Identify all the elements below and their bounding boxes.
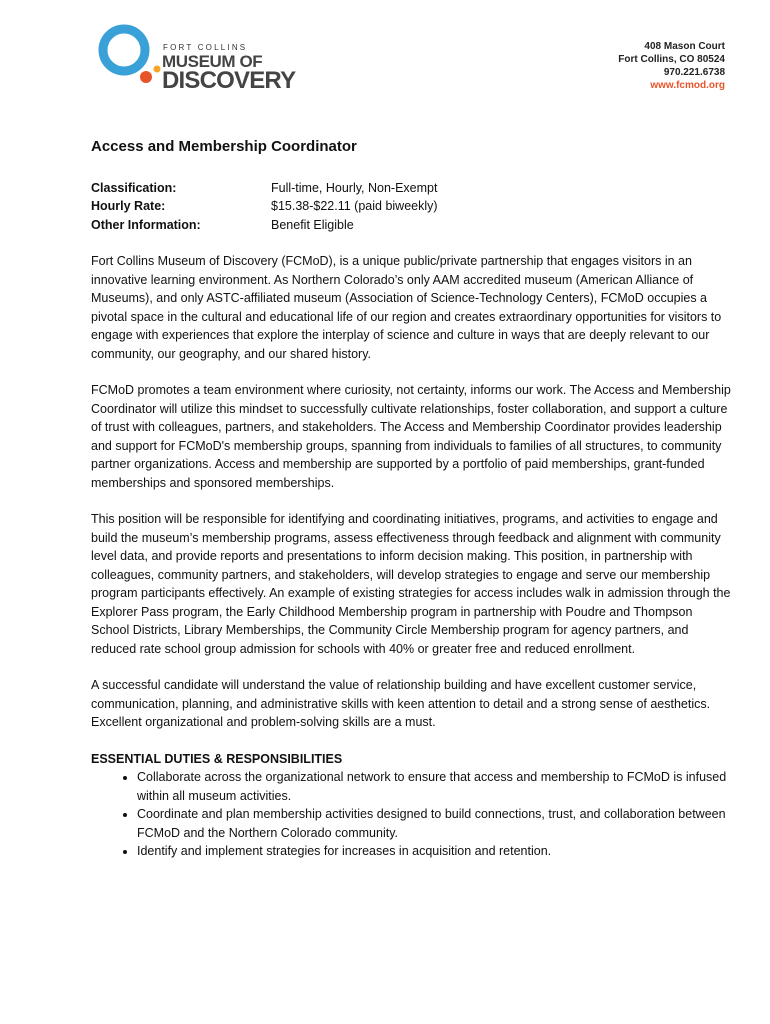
paragraph-intro: Fort Collins Museum of Discovery (FCMoD), is a unique public/private partnership that engages visitors in an innovative learning environment. As Northern Colorado’s only AAM accredited museum (American Alliance of Museums), and only ASTC-affiliated museum (Association of Science-Technology Centers), FCMoD occupies a pivotal space in the cultural and educational life of our region and creates extraordinary opportunities for visitors to engage with experiences that explore the interplay of science and culture in ways that are deeply relevant to our community, our geography, and our shared history. — [91, 254, 722, 361]
museum-logo — [96, 22, 296, 94]
info-value: Full-time, Hourly, Non-Exempt — [271, 180, 438, 195]
paragraph-position: This position will be responsible for identifying and coordinating initiatives, programs, and activities to engage and build the museum’s membership programs, assess effectiveness through feedback and alignment with community level data, and provide reports and presentations to inform decision making. This position, in partnership with colleagues, community partners, and stakeholders, will develop strategies to engage and serve our membership program participants effectively. An example of existing strategies for access includes walk in admission through the Explorer Pass program, the Early Childhood Membership program in partnership with Poudre and Thompson School Districts, Library Memberships, the Community Circle Membership program for agency partners, and reduced rate school group admission for schools with 40% or greater free and reduced enrollment. — [91, 512, 731, 656]
logo-line-2: DISCOVERY — [162, 67, 296, 94]
duty-item: • Coordinate and plan membership activities designed to build connections, trust, and collaboration between FCMoD and the Northern Colorado community. — [137, 805, 731, 842]
address-street: 408 Mason Court — [644, 41, 725, 52]
job-title: Access and Membership Coordinator — [91, 138, 357, 155]
duties-heading: ESSENTIAL DUTIES & RESPONSIBILITIES — [91, 751, 343, 766]
duty-item: • Identify and implement strategies for increases in acquisition and retention. — [137, 842, 731, 861]
paragraph-team: FCMoD promotes a team environment where curiosity, not certainty, informs our work. The Access and Membership Coordinator will utilize this mindset to successfully cultivate relationships, foster collaboration, and support a culture of trust with colleagues, partners, and stakeholders. The Access and Membership Coordinator provides leadership and support for FCMoD's membership groups, spanning from individuals to families of all structures, to community partner organizations. Access and membership are supported by a portfolio of paid memberships, grant-funded memberships and sponsored memberships. — [91, 383, 731, 490]
address-city: Fort Collins, CO 80524 — [618, 54, 725, 65]
logo-small-text: FORT COLLINS — [163, 43, 248, 52]
logo-mark-icon — [96, 22, 162, 88]
logo-line-1: MUSEUM OF — [162, 52, 263, 71]
info-label: Hourly Rate: — [91, 199, 166, 213]
info-value: Benefit Eligible — [271, 217, 354, 232]
address-phone: 970.221.6738 — [663, 67, 725, 78]
address-website-link[interactable]: www.fcmod.org — [650, 80, 725, 91]
paragraph-candidate: A successful candidate will understand the value of relationship building and have excellent customer service, communication, planning, and administrative skills with keen attention to detail and a strong sense of aesthetics. Excellent organizational and problem-solving skills are a must. — [91, 678, 711, 729]
info-label: Other Information: — [91, 217, 201, 232]
info-value: $15.38-$22.11 (paid biweekly) — [271, 199, 438, 213]
job-info-table — [91, 179, 731, 235]
info-label: Classification: — [91, 180, 177, 195]
duties-list — [91, 768, 731, 861]
duty-item: • Collaborate across the organizational network to ensure that access and membership to FCMoD is infused within all museum activities. — [137, 768, 731, 805]
job-description — [91, 138, 731, 861]
address-block — [618, 40, 725, 92]
